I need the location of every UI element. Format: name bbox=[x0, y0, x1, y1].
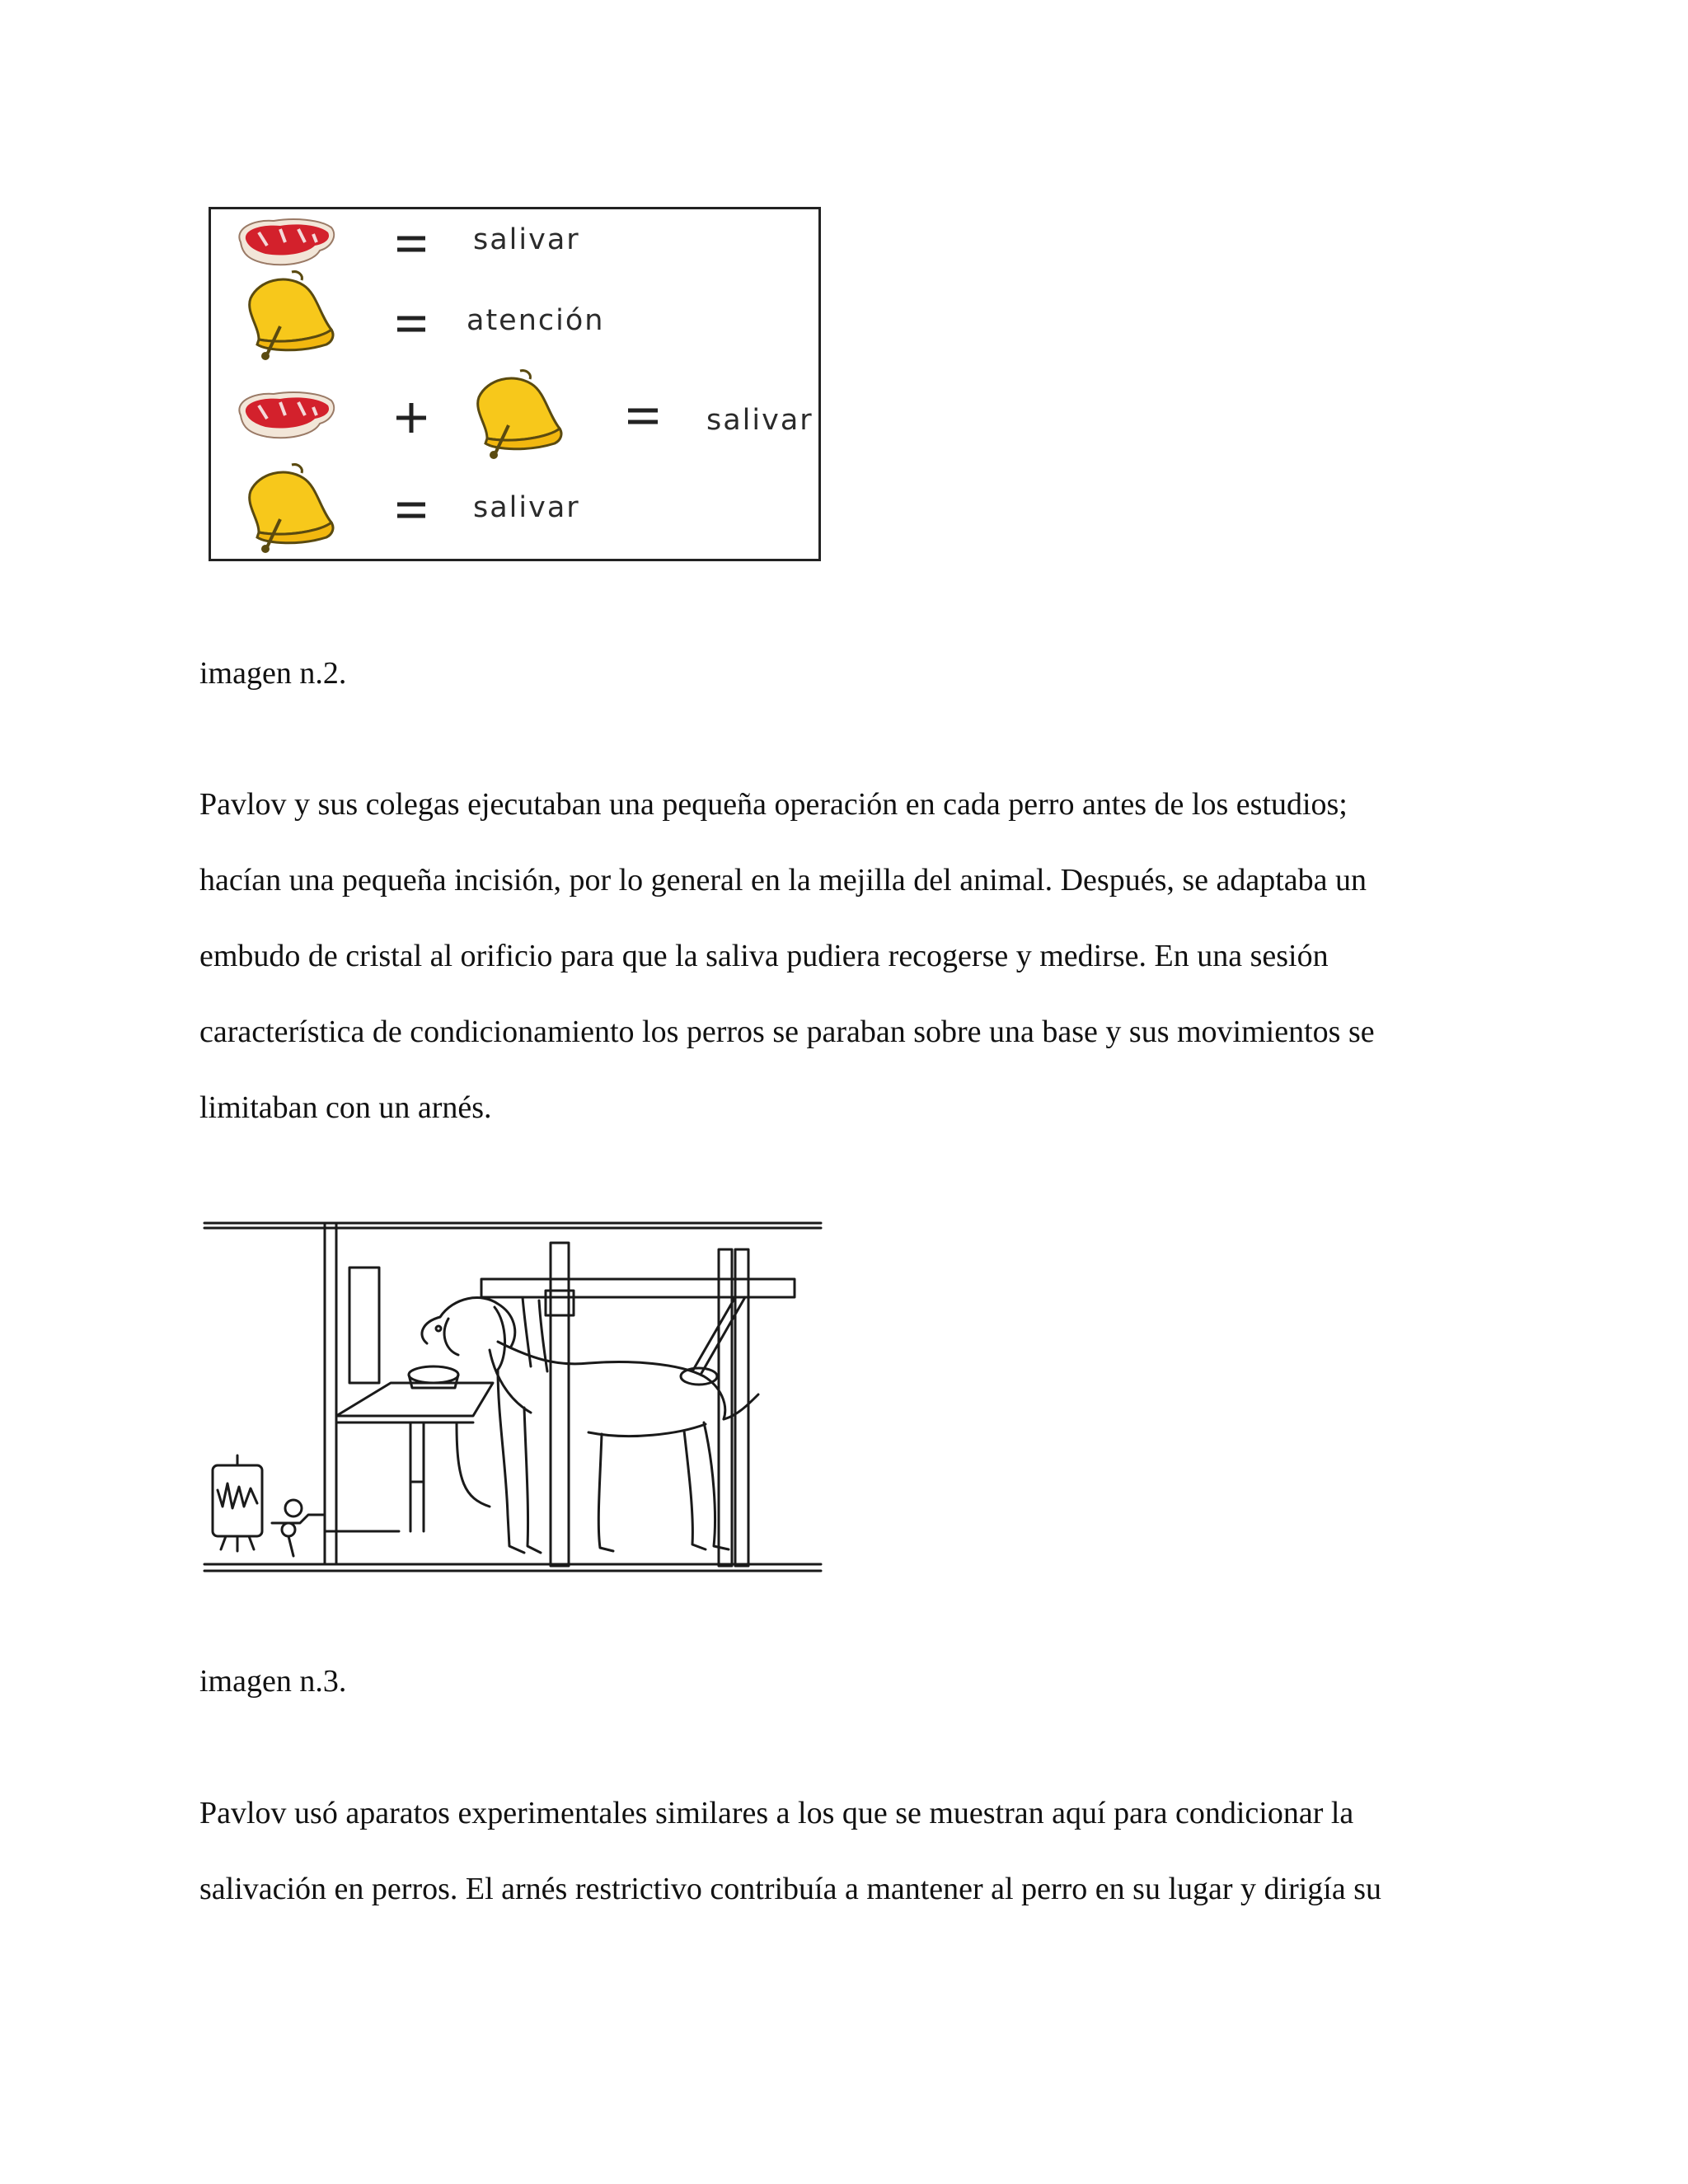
figure-caption: imagen n.2. bbox=[199, 656, 347, 691]
paragraph-line: característica de condicionamiento los perros se paraban sobre una base y sus movimientos se bbox=[199, 1015, 1375, 1049]
paragraph-line: embudo de cristal al orificio para que la saliva pudiera recogerse y medirse. En una sesión bbox=[199, 939, 1329, 973]
meat-icon bbox=[239, 392, 334, 438]
bell-icon bbox=[250, 465, 333, 553]
paragraph-line: Pavlov usó aparatos experimentales similares a los que se muestran aquí para condicionar la bbox=[199, 1796, 1354, 1830]
bell-icon bbox=[250, 272, 333, 360]
meat-icon bbox=[239, 219, 334, 265]
paragraph-line: Pavlov y sus colegas ejecutaban una pequeña operación en cada perro antes de los estudios; bbox=[199, 787, 1348, 822]
result-label: salivar bbox=[706, 404, 814, 437]
plus-sign bbox=[396, 403, 426, 433]
paragraph-line: salivación en perros. El arnés restrictivo contribuía a mantener al perro en su lugar y dirigía su bbox=[199, 1872, 1381, 1906]
pavlov-apparatus-illustration bbox=[201, 1218, 828, 1582]
result-label: salivar bbox=[473, 491, 580, 524]
paragraph-line: limitaban con un arnés. bbox=[199, 1090, 492, 1125]
figure-caption: imagen n.3. bbox=[199, 1664, 347, 1699]
paragraph bbox=[199, 1775, 1381, 1927]
paragraph bbox=[199, 766, 1375, 1146]
result-label: atención bbox=[467, 304, 605, 337]
result-label: salivar bbox=[473, 223, 580, 256]
equals-signs bbox=[397, 238, 658, 516]
bell-icon bbox=[478, 371, 561, 459]
paragraph-line: hacían una pequeña incisión, por lo general en la mejilla del animal. Después, se adaptaba un bbox=[199, 863, 1367, 898]
conditioning-diagram bbox=[209, 207, 821, 561]
